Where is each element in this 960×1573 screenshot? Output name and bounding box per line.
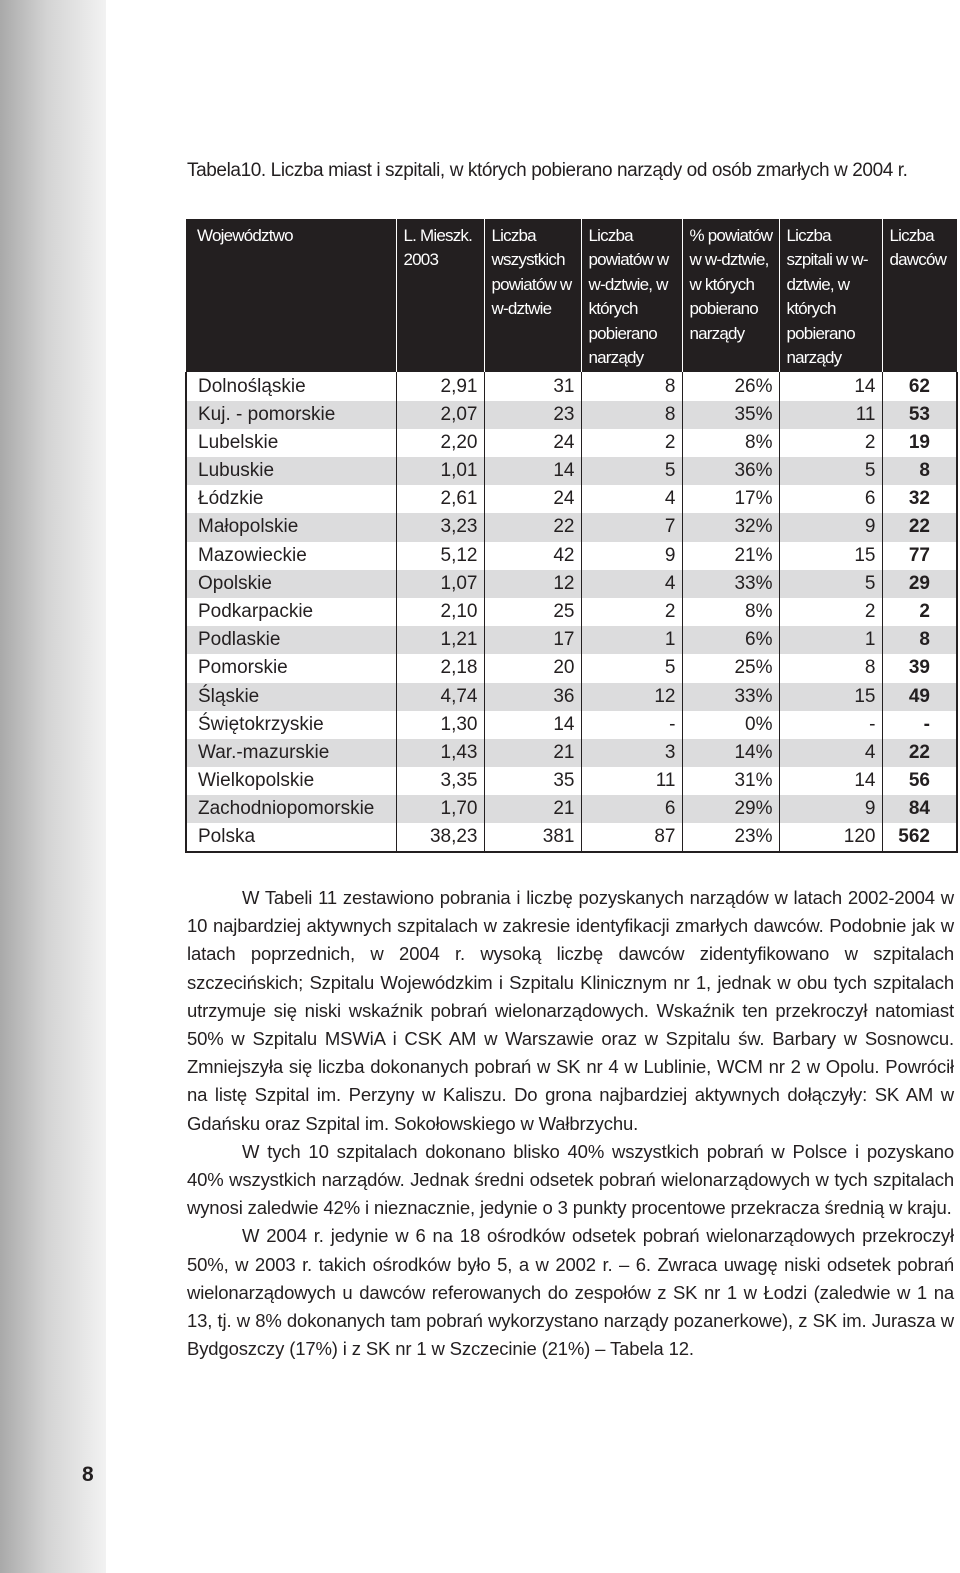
value-cell: 5 xyxy=(779,457,882,485)
header-cell: Liczba powiatów w w-dztwie, w których pobierano narządy xyxy=(581,219,682,372)
table-row xyxy=(186,598,957,626)
value-cell: 53 xyxy=(882,401,957,429)
table-row xyxy=(186,485,957,513)
value-cell: 21 xyxy=(484,739,581,767)
region-name-cell: Polska xyxy=(186,823,396,852)
value-cell: 8 xyxy=(882,626,957,654)
value-cell: - xyxy=(581,711,682,739)
value-cell: 1,01 xyxy=(396,457,484,485)
value-cell: 21 xyxy=(484,795,581,823)
table-row xyxy=(186,372,957,400)
value-cell: 23 xyxy=(484,401,581,429)
page-number: 8 xyxy=(82,1463,94,1486)
value-cell: 2,10 xyxy=(396,598,484,626)
value-cell: 0% xyxy=(682,711,779,739)
value-cell: 2,20 xyxy=(396,429,484,457)
value-cell: 8 xyxy=(581,372,682,400)
value-cell: 5 xyxy=(581,457,682,485)
header-cell: Liczba wszystkich powiatów w w-dztwie xyxy=(484,219,581,372)
table-row xyxy=(186,429,957,457)
value-cell: 35% xyxy=(682,401,779,429)
value-cell: 20 xyxy=(484,654,581,682)
region-name-cell: Małopolskie xyxy=(186,513,396,541)
value-cell: 25% xyxy=(682,654,779,682)
value-cell: 4 xyxy=(779,739,882,767)
table-header-row xyxy=(186,219,957,372)
value-cell: 8 xyxy=(882,457,957,485)
value-cell: 8 xyxy=(779,654,882,682)
value-cell: 12 xyxy=(484,570,581,598)
value-cell: 9 xyxy=(581,542,682,570)
value-cell: 22 xyxy=(882,739,957,767)
value-cell: 8 xyxy=(581,401,682,429)
value-cell: 3,35 xyxy=(396,767,484,795)
value-cell: 14 xyxy=(484,711,581,739)
paragraph: W tych 10 szpitalach dokonano blisko 40% wszystkich pobrań w Polsce i pozyskano 40% wszystkich narządów. Jednak średni odsetek pobrań wielonarządowych w tych szpitalach wynosi zaledwie 42% i nieznacznie, jedynie o 3 punkty procentowe przekracza średnią w kraju. xyxy=(187,1140,954,1219)
page-margin-strip xyxy=(0,0,106,1573)
value-cell: 62 xyxy=(882,372,957,400)
value-cell: 23% xyxy=(682,823,779,852)
organ-donation-table xyxy=(185,219,958,853)
value-cell: 33% xyxy=(682,683,779,711)
table-row xyxy=(186,570,957,598)
value-cell: 31 xyxy=(484,372,581,400)
value-cell: 6 xyxy=(779,485,882,513)
value-cell: 1,21 xyxy=(396,626,484,654)
value-cell: 2,07 xyxy=(396,401,484,429)
value-cell: - xyxy=(882,711,957,739)
region-name-cell: Dolnośląskie xyxy=(186,372,396,400)
value-cell: 77 xyxy=(882,542,957,570)
region-name-cell: War.-mazurskie xyxy=(186,739,396,767)
table-row xyxy=(186,401,957,429)
value-cell: 6% xyxy=(682,626,779,654)
value-cell: 84 xyxy=(882,795,957,823)
table-row xyxy=(186,823,957,852)
value-cell: 6 xyxy=(581,795,682,823)
region-name-cell: Zachodniopomorskie xyxy=(186,795,396,823)
value-cell: 2,18 xyxy=(396,654,484,682)
table-row xyxy=(186,654,957,682)
value-cell: 2 xyxy=(581,598,682,626)
header-cell: Liczba dawców xyxy=(882,219,957,372)
value-cell: 17% xyxy=(682,485,779,513)
value-cell: 36% xyxy=(682,457,779,485)
value-cell: 1 xyxy=(779,626,882,654)
table-row xyxy=(186,767,957,795)
value-cell: 14 xyxy=(484,457,581,485)
value-cell: 2 xyxy=(882,598,957,626)
value-cell: 2 xyxy=(779,598,882,626)
value-cell: 4 xyxy=(581,485,682,513)
table-row xyxy=(186,739,957,767)
table-row xyxy=(186,626,957,654)
body-text xyxy=(187,884,954,1363)
value-cell: 25 xyxy=(484,598,581,626)
value-cell: 24 xyxy=(484,485,581,513)
region-name-cell: Opolskie xyxy=(186,570,396,598)
value-cell: 11 xyxy=(779,401,882,429)
value-cell: 35 xyxy=(484,767,581,795)
value-cell: 5 xyxy=(779,570,882,598)
value-cell: 4,74 xyxy=(396,683,484,711)
value-cell: 14% xyxy=(682,739,779,767)
value-cell: 12 xyxy=(581,683,682,711)
value-cell: 26% xyxy=(682,372,779,400)
region-name-cell: Lubuskie xyxy=(186,457,396,485)
value-cell: 11 xyxy=(581,767,682,795)
paragraph: W 2004 r. jedynie w 6 na 18 ośrodków odsetek pobrań wielonarządowych przekroczył 50%, w 2003 r. takich ośrodków było 5, a w 2002 r. – 6. Zwraca uwagę niski odsetek pobrań wielonarządowych u dawców referowanych do zespołów z SK nr 1 w Łodzi (zaledwie w 1 na 13, tj. w 8% dokonanych tam pobrań wykorzystano narządy pozanerkowe), z SK im. Jurasza w Bydgoszczy (17%) i z SK nr 1 w Szczecinie (21%) – Tabela 12. xyxy=(187,1225,954,1360)
region-name-cell: Łódzkie xyxy=(186,485,396,513)
region-name-cell: Podkarpackie xyxy=(186,598,396,626)
value-cell: 3 xyxy=(581,739,682,767)
value-cell: 2 xyxy=(779,429,882,457)
header-cell: Liczba szpitali w w-dztwie, w których pobierano narządy xyxy=(779,219,882,372)
region-name-cell: Świętokrzyskie xyxy=(186,711,396,739)
value-cell: 8% xyxy=(682,429,779,457)
region-name-cell: Kuj. - pomorskie xyxy=(186,401,396,429)
value-cell: 24 xyxy=(484,429,581,457)
value-cell: 3,23 xyxy=(396,513,484,541)
table-caption: Tabela10. Liczba miast i szpitali, w których pobierano narządy od osób zmarłych w 2004 r. xyxy=(187,160,908,181)
value-cell: 9 xyxy=(779,513,882,541)
value-cell: 381 xyxy=(484,823,581,852)
value-cell: 29% xyxy=(682,795,779,823)
table-row xyxy=(186,457,957,485)
table-row xyxy=(186,795,957,823)
value-cell: 29 xyxy=(882,570,957,598)
table-row xyxy=(186,513,957,541)
value-cell: 22 xyxy=(882,513,957,541)
region-name-cell: Śląskie xyxy=(186,683,396,711)
value-cell: 1,30 xyxy=(396,711,484,739)
value-cell: 21% xyxy=(682,542,779,570)
value-cell: 1,43 xyxy=(396,739,484,767)
value-cell: 1,70 xyxy=(396,795,484,823)
value-cell: 5,12 xyxy=(396,542,484,570)
value-cell: 87 xyxy=(581,823,682,852)
header-cell: L. Mieszk. 2003 xyxy=(396,219,484,372)
region-name-cell: Mazowieckie xyxy=(186,542,396,570)
value-cell: 9 xyxy=(779,795,882,823)
value-cell: 33% xyxy=(682,570,779,598)
value-cell: 2,91 xyxy=(396,372,484,400)
value-cell: 36 xyxy=(484,683,581,711)
value-cell: 32% xyxy=(682,513,779,541)
paragraph: W Tabeli 11 zestawiono pobrania i liczbę pozyskanych narządów w latach 2002-2004 w 10 najbardziej aktywnych szpitalach w zakresie identyfikacji zmarłych dawców. Podobnie jak w latach poprzednich, w 2004 r. wysoką liczbę dawców zidentyfikowano w szpitalach szczecińskich; Szpitalu Wojewódzkim i Szpitalu Klinicznym nr 1, jednak w obu tych szpitalach utrzymuje się niski wskaźnik pobrań wielonarządowych. Wskaźnik ten przekroczył natomiast 50% w Szpitalu MSWiA i CSK AM w Warszawie oraz w Szpitalu św. Barbary w Sosnowcu. Zmniejszyła się liczba dokonanych pobrań w SK nr 4 w Lublinie, WCM nr 2 w Opolu. Powrócił na listę Szpital im. Perzyny w Kaliszu. Do grona najbardziej aktywnych dołączyły: SK AM w Gdańsku oraz Szpital im. Sokołowskiego w Wałbrzychu. xyxy=(187,887,954,1134)
value-cell: 120 xyxy=(779,823,882,852)
region-name-cell: Lubelskie xyxy=(186,429,396,457)
table-row xyxy=(186,711,957,739)
value-cell: 7 xyxy=(581,513,682,541)
value-cell: 31% xyxy=(682,767,779,795)
region-name-cell: Wielkopolskie xyxy=(186,767,396,795)
table-body xyxy=(186,372,957,852)
value-cell: 32 xyxy=(882,485,957,513)
value-cell: 1 xyxy=(581,626,682,654)
value-cell: - xyxy=(779,711,882,739)
value-cell: 56 xyxy=(882,767,957,795)
value-cell: 5 xyxy=(581,654,682,682)
header-cell: % powiatów w w-dztwie, w których pobierano narządy xyxy=(682,219,779,372)
value-cell: 2 xyxy=(581,429,682,457)
value-cell: 2,61 xyxy=(396,485,484,513)
value-cell: 42 xyxy=(484,542,581,570)
header-cell: Województwo xyxy=(186,219,396,372)
value-cell: 38,23 xyxy=(396,823,484,852)
value-cell: 19 xyxy=(882,429,957,457)
table-row xyxy=(186,683,957,711)
value-cell: 4 xyxy=(581,570,682,598)
value-cell: 49 xyxy=(882,683,957,711)
value-cell: 14 xyxy=(779,372,882,400)
value-cell: 17 xyxy=(484,626,581,654)
value-cell: 8% xyxy=(682,598,779,626)
value-cell: 14 xyxy=(779,767,882,795)
value-cell: 15 xyxy=(779,683,882,711)
value-cell: 39 xyxy=(882,654,957,682)
region-name-cell: Podlaskie xyxy=(186,626,396,654)
table-row xyxy=(186,542,957,570)
region-name-cell: Pomorskie xyxy=(186,654,396,682)
value-cell: 22 xyxy=(484,513,581,541)
value-cell: 562 xyxy=(882,823,957,852)
value-cell: 1,07 xyxy=(396,570,484,598)
value-cell: 15 xyxy=(779,542,882,570)
